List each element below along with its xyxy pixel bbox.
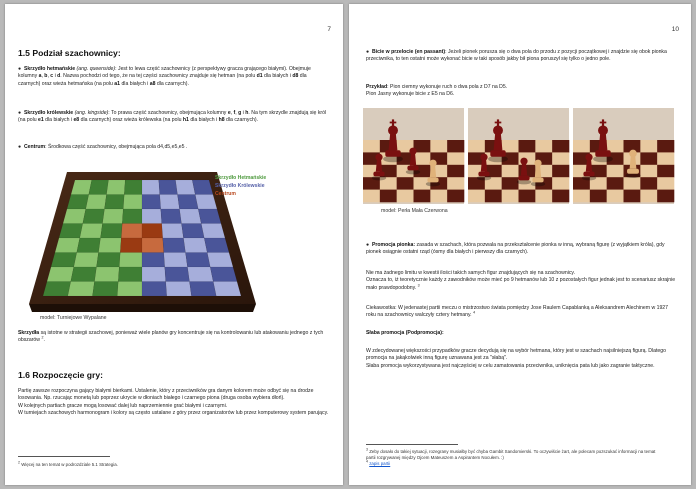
piece-head	[493, 125, 503, 135]
board-square	[142, 267, 166, 282]
board-square	[165, 267, 190, 282]
footnote-2: $^2$ Więcej na ten temat w podrozdziale 5.1 Strategia.	[18, 460, 118, 467]
piece-head	[520, 158, 527, 165]
board-square	[186, 253, 211, 268]
legend-center: Centrum	[215, 191, 236, 197]
photo-square	[447, 140, 464, 153]
photo-square	[640, 177, 657, 190]
board-square	[89, 180, 109, 195]
photo-square	[502, 177, 519, 190]
board-square	[198, 209, 221, 224]
photo-square	[519, 140, 536, 153]
board-square	[164, 253, 188, 268]
board-square	[166, 282, 192, 297]
piece-base	[490, 150, 505, 157]
board-square	[178, 195, 199, 210]
photo-square	[485, 190, 502, 203]
piece-head	[409, 148, 416, 155]
photo-square	[502, 165, 519, 178]
piece-head	[429, 160, 436, 167]
heading-board-division: 1.5 Podział szachownicy:	[18, 48, 121, 58]
board-square	[103, 209, 124, 224]
board-square	[43, 282, 71, 297]
piece-cross	[390, 122, 397, 124]
photo-square	[624, 177, 641, 190]
board-square	[74, 253, 99, 268]
board-square	[188, 267, 214, 282]
photo-square	[447, 177, 464, 190]
paragraph-kingside: ● Skrzydło królewskie (ang. kingside): To prawa część szachownicy, obejmująca kolumny e, f, g i h. Na tym skrzydle znajdują się król (na polu e1 dla białych i e8 dla czarnych) oraz wieża królewska (na polu h1 dla białych i h8 dla czarnych).	[18, 110, 327, 124]
piece-head	[388, 125, 398, 135]
photo-square	[535, 140, 552, 153]
board-square	[124, 180, 142, 195]
board-square	[142, 282, 167, 297]
board-square	[95, 267, 120, 282]
page-10	[349, 4, 691, 485]
board-square	[107, 180, 126, 195]
page-7	[5, 4, 343, 485]
board-square	[204, 238, 229, 253]
board-square	[176, 180, 196, 195]
board-square	[142, 195, 161, 210]
board-square	[142, 209, 162, 224]
board-square	[47, 267, 74, 282]
photo-square	[657, 165, 674, 178]
bullet: ●	[18, 110, 22, 116]
board-square	[182, 224, 205, 239]
board-square	[201, 224, 225, 239]
board-square	[93, 282, 119, 297]
board-square	[55, 238, 80, 253]
piece-base	[385, 150, 400, 157]
board-square	[71, 267, 97, 282]
legend-queenside: Skrzydło Hetmańskie	[215, 175, 267, 181]
board-square	[118, 267, 142, 282]
photo-caption: model: Perła Mała Czerwona	[381, 208, 448, 214]
board-square	[77, 238, 101, 253]
en-passant-photos	[363, 108, 681, 204]
piece-base	[518, 176, 529, 181]
photo-square	[397, 177, 414, 190]
board-square	[119, 253, 142, 268]
photo-square	[552, 177, 569, 190]
photo-square	[447, 152, 464, 165]
photo-square	[640, 140, 657, 153]
photo-square	[573, 190, 590, 203]
paragraph-underpromotion: W zdecydowanej większości przypadków gracze decydują się na wybór hetmana, który jest w szachach najsilniejszą figurą. Dlatego promocja na jakąkolwiek inną figurę uznawana jest za "słabą". Słaba promocja wykorzystywana jest najczęściej w celu zamatowania przeciwnika, uniknięcia pata lub jako zagranie taktyczne.	[366, 348, 667, 369]
term-note: (ang. kingside)	[74, 110, 109, 116]
photo-square	[657, 152, 674, 165]
board-square	[63, 209, 86, 224]
photo-square	[607, 165, 624, 178]
board-square	[213, 282, 241, 297]
piece-base	[478, 172, 489, 177]
photo-square	[447, 190, 464, 203]
board-squares	[43, 180, 241, 296]
photo-square	[380, 190, 397, 203]
board-square	[162, 224, 184, 239]
board-square	[160, 195, 180, 210]
board-square	[120, 238, 142, 253]
board-square	[161, 209, 182, 224]
board-square	[163, 238, 186, 253]
board-square	[207, 253, 233, 268]
footnote-separator	[366, 444, 458, 445]
footnote-3: $^3$ Zeby dosało do takiej sytuacji, rozegrany musiałby być chyba Gambit Sandomierski. To oczywiście żart, ale polecam pozszukać informacji na temat partii rozgrywanej między Ojcem Mateuszem a Aspirantem Nocułem. :)	[366, 447, 656, 460]
board-square	[86, 195, 107, 210]
legend-kingside: Skrzydło Królewskie	[215, 183, 265, 189]
board-square	[142, 238, 164, 253]
photo-square	[430, 190, 447, 203]
page-number: 10	[671, 26, 679, 33]
board-caption: model: Turniejowe Wypalane	[40, 315, 107, 321]
board-square	[142, 180, 160, 195]
piece-head	[480, 154, 487, 161]
term-center: Centrum	[23, 144, 46, 150]
photo-square	[430, 140, 447, 153]
photo-square	[607, 190, 624, 203]
paragraph-promotion-limit: Nie ma żadnego limitu w kwestii ilości takich samych figur znajdujących się na szachownicy. Oznacza to, iż teoretycznie każdy z zawodników może mieć po 9 hetmanów lub 10 z pozostałych figur jednak jest to scenariusz skrajnie mało prawdopodobny. $^3$	[366, 270, 676, 291]
game-record-link[interactable]: zapis partii	[369, 461, 391, 466]
board-square	[101, 224, 123, 239]
photo-square	[535, 190, 552, 203]
board-square	[195, 195, 217, 210]
photo-square	[640, 165, 657, 178]
photo-square	[607, 177, 624, 190]
page-number: 7	[327, 26, 331, 33]
term-en-passant: Bicie w przelocie (en passant)	[371, 49, 446, 55]
board-square	[80, 224, 103, 239]
board-square	[97, 253, 121, 268]
photo-square	[502, 190, 519, 203]
photo-square	[519, 190, 536, 203]
board-square	[180, 209, 202, 224]
photo-square	[552, 190, 569, 203]
piece-head	[375, 154, 382, 161]
piece-cross	[495, 122, 502, 124]
term-promotion: Promocja pionka:	[371, 242, 416, 248]
photo-square	[447, 165, 464, 178]
board-square	[184, 238, 208, 253]
board-square	[59, 224, 83, 239]
photo-square	[640, 152, 657, 165]
board-square	[190, 282, 217, 297]
paragraph-fun-fact: Ciekawostka: W jedenastej partii meczu o mistrzostwo świata pomiędzy Jose Raulem Capablanką a Aleksandrem Alechinem w 1927 roku na szachownicy walczyły cztery hetmany. $^4$	[366, 305, 669, 319]
piece-base	[373, 172, 384, 177]
board-square	[51, 253, 77, 268]
paragraph-example: Przykład: Pion ciemny wykonuje ruch o dwa pola z D7 na D5. Pion Jasny wykonuje bicie z E5 na D6.	[366, 84, 508, 98]
photo-square	[414, 190, 431, 203]
footnote-4: $^4$ zapis partii	[366, 459, 391, 466]
photo-square	[657, 190, 674, 203]
paragraph-en-passant: ● Bicie w przelocie (en passant): Jeżeli pionek porusza się o dwa pola do przodu z pozycji początkowej i znajdzie się obok pionka przeciwnika, to ten ostatni może wykonać bicie w taki sposób jakby bił piona poruszył się tylko o jedno pole.	[366, 49, 667, 63]
zone-legend	[215, 174, 266, 198]
heading-game-start: 1.6 Rozpoczęcie gry:	[18, 370, 104, 380]
board-square	[83, 209, 105, 224]
piece-head	[585, 154, 592, 161]
piece-head	[629, 150, 637, 158]
paragraph-center: ● Centrum: Środkowa część szachownicy, obejmująca pola d4,d5,e5,e5 .	[18, 144, 188, 150]
photo-square	[468, 190, 485, 203]
piece-base	[595, 150, 610, 157]
board-square	[142, 253, 165, 268]
paragraph-start: Partię zawsze rozpoczyna gający białymi bierkami. Ustalenie, który z przeciwników gra danym kolorem może odbyć się na drodze losowania. Np. rzucając monetą lub poprzez ukrycie w dłoniach białego i czarnego piona (druga osoba wybiera dłoń). W kolejnych partiach gracze mogą losować dalej lub naprzemiennie grać białymi i czarnymi. W turniejach szachowych harmonogram i kolory są często ustalane z góry przez organizatorów lub przez komputerowy system parujący.	[18, 388, 329, 417]
photo-square	[657, 177, 674, 190]
photo-square	[552, 152, 569, 165]
board-square	[68, 282, 95, 297]
photo-square	[552, 140, 569, 153]
piece-cross	[600, 122, 607, 124]
bullet: ●	[18, 144, 22, 150]
board-square	[210, 267, 237, 282]
term-note: (ang. queenside)	[76, 66, 116, 72]
term-queenside: Skrzydło hetmańskie	[23, 66, 76, 72]
photo-square	[414, 152, 431, 165]
piece-head	[534, 160, 541, 167]
paragraph-queenside: ● Skrzydło hetmańskie (ang. queenside): Jest to lewa część szachownicy (z perspektywy gracza grającego białymi). Obejmuje kolumny a, b, c i d. Nazwa pochodzi od tego, że na tej części szachownicy znajduje się hetman (na polu d1 dla białych i d8 dla czarnych) oraz wieża hetmańska (na polu a1 dla białych i a8 dla czarnych).	[18, 66, 311, 87]
bullet: ●	[18, 66, 22, 72]
paragraph-promotion: ● Promocja pionka: zasada w szachach, która pozwala na przekształcenie pionka w inną, wybraną figurę (z wyjątkiem króla), gdy pionek osiągnie ostatni rząd (ósmy dla białych i pierwszy dla czarnych).	[366, 242, 665, 256]
piece-base	[627, 169, 639, 174]
heading-underpromotion: Słaba promocja (Podpromocja):	[366, 330, 444, 336]
piece-head	[598, 125, 608, 135]
board-square	[123, 195, 142, 210]
board-square	[122, 209, 142, 224]
piece-base	[427, 178, 438, 183]
photo-square	[363, 140, 380, 153]
board-square	[105, 195, 125, 210]
photo-square	[397, 190, 414, 203]
paragraph-wings: Skrzydła są istotne w strategii szachowej, ponieważ wiele planów gry koncentruje się na kontrolowaniu lub atakowaniu jednego z tych obszarów $^2$.	[18, 330, 324, 344]
photo-square	[624, 190, 641, 203]
photo-square	[468, 140, 485, 153]
term-kingside: Skrzydło królewskie	[23, 110, 74, 116]
board-square	[67, 195, 89, 210]
photo-square	[363, 190, 380, 203]
photo-square	[657, 140, 674, 153]
piece-base	[583, 172, 594, 177]
board-square	[99, 238, 122, 253]
board-square	[117, 282, 142, 297]
photo-square	[573, 140, 590, 153]
footnote-separator	[18, 456, 110, 457]
board-square	[121, 224, 142, 239]
piece-base	[532, 178, 543, 183]
board-edge	[29, 304, 256, 312]
photo-square	[590, 190, 607, 203]
photo-square	[552, 165, 569, 178]
photo-square	[640, 190, 657, 203]
board-square	[142, 224, 163, 239]
piece-base	[407, 166, 418, 171]
board-square	[159, 180, 178, 195]
